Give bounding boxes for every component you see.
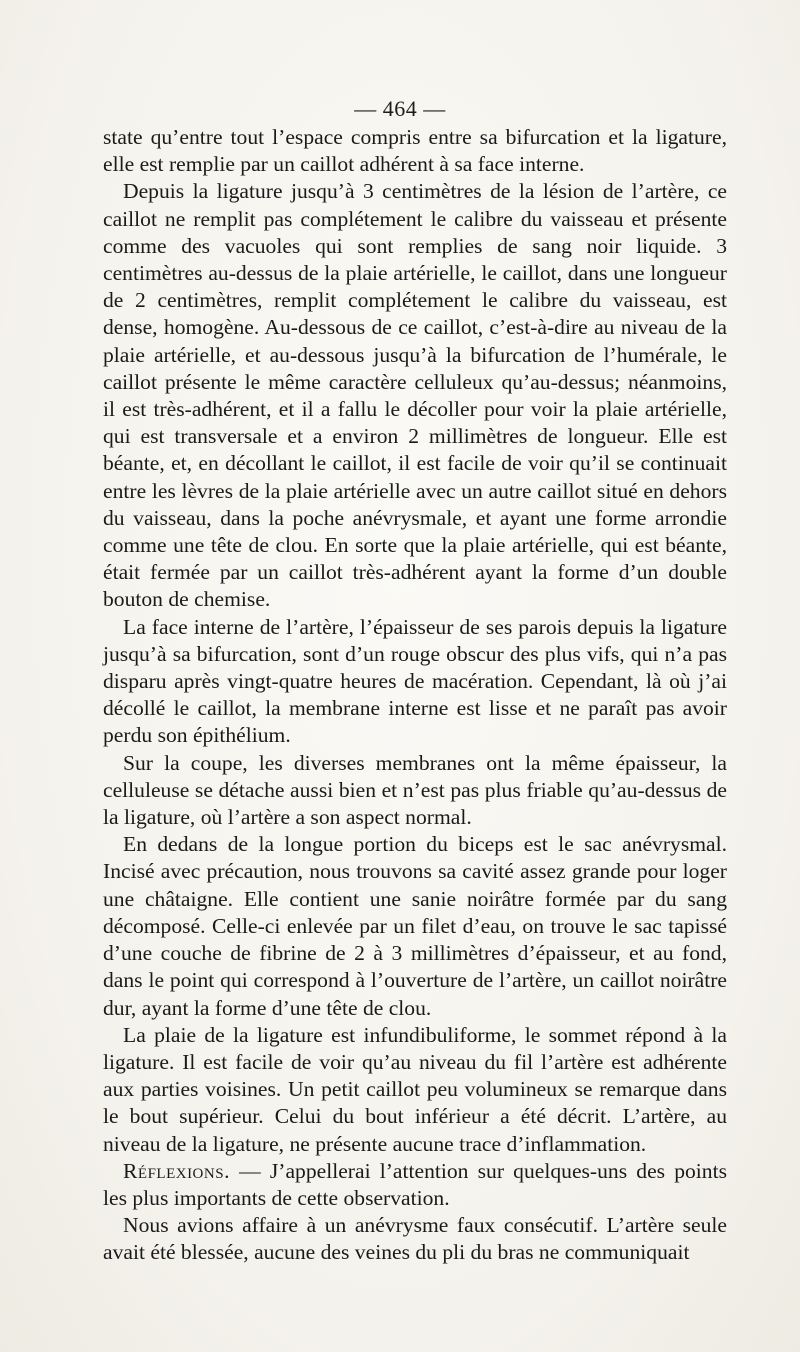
paragraph: Sur la coupe, les diverses membranes ont la même épaisseur, la celluleuse se détache aussi bien et n’est pas plus friable qu’au-dessus de la ligature, où l’artère a son aspect normal. xyxy=(103,750,727,830)
paragraph: La face interne de l’artère, l’épaisseur de ses parois depuis la ligature jusqu’à sa bifurcation, sont d’un rouge obscur des plus vifs, qui n’a pas disparu après vingt-quatre heures de macération. Cependant, là où j’ai décollé le caillot, la membrane interne est lisse et ne paraît pas avoir perdu son épithélium. xyxy=(103,614,727,748)
reflexions-text: — J’appellerai l’attention sur quelques-uns des points les plus importants de cette observation. xyxy=(103,1158,727,1210)
paragraph: Depuis la ligature jusqu’à 3 centimètres de la lésion de l’artère, ce caillot ne remplit pas complétement le calibre du vaisseau et présente comme des vacuoles qui sont remplies de sang noir liquide. 3 centimètres au-dessus de la plaie artérielle, le caillot, dans une longueur de 2 centimètres, remplit complétement le calibre du vaisseau, est dense, homogène. Au-dessous de ce caillot, c’est-à-dire au niveau de la plaie artérielle, et au-dessous jusqu’à la bifurcation de l’humérale, le caillot présente le même caractère celluleux qu’au-dessus; néanmoins, il est très-adhérent, et il a fallu le décoller pour voir la plaie artérielle, qui est transversale et a environ 2 millimètres de longueur. Elle est béante, et, en décollant le caillot, il est facile de voir qu’il se continuait entre les lèvres de la plaie artérielle avec un autre caillot situé en dehors du vaisseau, dans la poche anévrysmale, et ayant une forme arrondie comme une tête de clou. En sorte que la plaie artérielle, qui est béante, était fermée par un caillot très-adhérent ayant la forme d’un double bouton de chemise. xyxy=(103,179,727,612)
body-text xyxy=(103,124,727,1267)
paragraph: Nous avions affaire à un anévrysme faux consécutif. L’artère seule avait été blessée, aucune des veines du pli du bras ne communiquait xyxy=(103,1213,727,1265)
paragraph: En dedans de la longue portion du biceps est le sac anévrysmal. Incisé avec précaution, nous trouvons sa cavité assez grande pour loger une châtaigne. Elle contient une sanie noirâtre formée par du sang décomposé. Celle-ci enlevée par un filet d’eau, on trouve le sac tapissé d’une couche de fibrine de 2 à 3 millimètres d’épaisseur, et au fond, dans le point qui correspond à l’ouverture de l’artère, un caillot noirâtre dur, ayant la forme d’une tête de clou. xyxy=(103,832,727,1020)
paragraph: La plaie de la ligature est infundibuliforme, le sommet répond à la ligature. Il est facile de voir qu’au niveau du fil l’artère est adhérente aux parties voisines. Un petit caillot peu volumineux se remarque dans le bout supérieur. Celui du bout inférieur a été décrit. L’artère, au niveau de la ligature, ne présente aucune trace d’inflammation. xyxy=(103,1022,727,1156)
reflexions-paragraph xyxy=(103,1158,727,1212)
paragraph: state qu’entre tout l’espace compris entre sa bifurcation et la ligature, elle est remplie par un caillot adhérent à sa face interne. xyxy=(103,125,727,177)
page-number: — 464 — xyxy=(354,96,446,121)
reflexions-heading: Réflexions. xyxy=(123,1158,230,1183)
